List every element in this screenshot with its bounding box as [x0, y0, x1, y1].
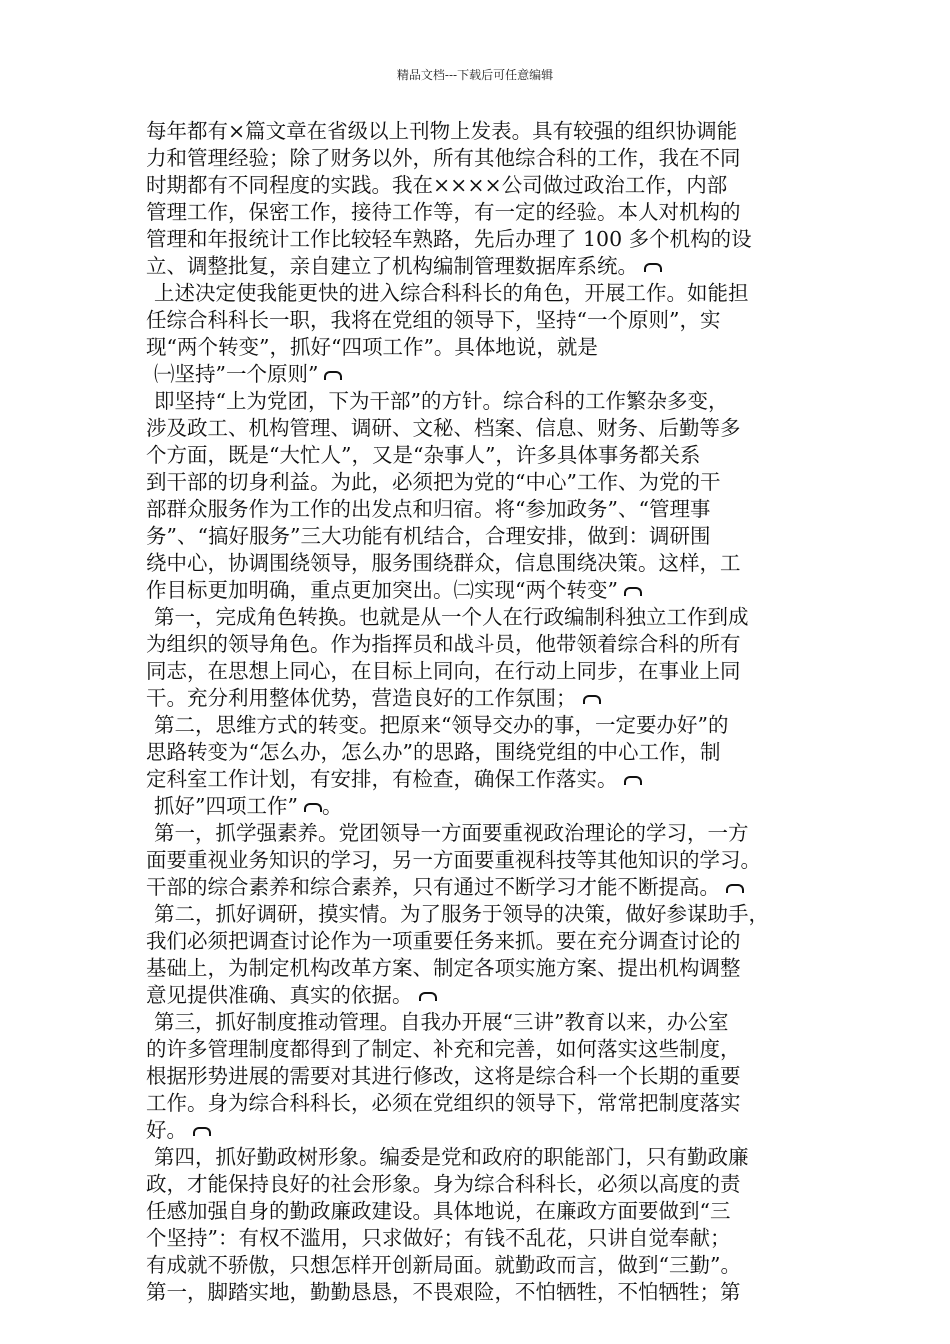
text-line [146, 334, 814, 361]
paragraph-mark-icon [624, 587, 642, 596]
paragraph-mark-icon [644, 263, 662, 272]
text-line-content: 第一，脚踏实地，勤勤恳恳，不畏艰险，不怕牺牲，不怕牺牲；第 [146, 1280, 741, 1304]
text-line-content: 面要重视业务知识的学习，另一方面要重视科技等其他知识的学习。 [146, 848, 761, 872]
page-header: 精品文档---下载后可任意编辑 [396, 68, 554, 82]
text-line [146, 550, 814, 577]
text-line [146, 820, 814, 847]
text-line [146, 1225, 814, 1252]
text-line-content: 时期都有不同程度的实践。我在××××公司做过政治工作，内部 [146, 173, 728, 197]
text-line [146, 172, 814, 199]
text-line-content: 干。充分利用整体优势，营造良好的工作氛围； [146, 686, 577, 710]
text-line [146, 226, 814, 253]
text-line [146, 1198, 814, 1225]
text-line-content: 即坚持“上为党团，下为干部”的方针。综合科的工作繁杂多变， [154, 389, 729, 413]
text-line-content: 工作。身为综合科科长，必须在党组织的领导下，常常把制度落实 [146, 1091, 741, 1115]
text-line-content: 第二，思维方式的转变。把原来“领导交办的事，一定要办好”的 [154, 713, 729, 737]
text-line [146, 1252, 814, 1279]
text-line [146, 604, 814, 631]
text-line-content: 现“两个转变”，抓好“四项工作”。具体地说，就是 [146, 335, 598, 359]
text-line-content: 有成就不骄傲，只想怎样开创新局面。就勤政而言，做到“三勤”。 [146, 1253, 741, 1277]
text-line [146, 577, 814, 604]
text-line [146, 631, 814, 658]
text-line [146, 469, 814, 496]
text-line-content: 第一，完成角色转换。也就是从一个人在行政编制科独立工作到成 [154, 605, 749, 629]
text-line [146, 793, 814, 820]
text-line [146, 496, 814, 523]
text-line [146, 1144, 814, 1171]
text-line [146, 118, 814, 145]
text-line [146, 847, 814, 874]
text-line [146, 280, 814, 307]
paragraph-mark-icon [726, 884, 744, 893]
paragraph-mark-icon [324, 371, 342, 380]
text-line [146, 1090, 814, 1117]
text-line-content: 意见提供准确、真实的依据。 [146, 983, 413, 1007]
text-line [146, 1279, 814, 1306]
text-line-content: 立、调整批复，亲自建立了机构编制管理数据库系统。 [146, 254, 638, 278]
text-line [146, 442, 814, 469]
text-line [146, 523, 814, 550]
text-line-content: ㈠坚持”一个原则” [154, 362, 319, 386]
text-line [146, 1009, 814, 1036]
text-line [146, 658, 814, 685]
text-line-content: 我们必须把调查讨论作为一项重要任务来抓。要在充分调查讨论的 [146, 929, 741, 953]
text-line-content: 部群众服务作为工作的出发点和归宿。将“参加政务”、“管理事 [146, 497, 711, 521]
text-line [146, 1063, 814, 1090]
text-line-content: 基础上，为制定机构改革方案、制定各项实施方案、提出机构调整 [146, 956, 741, 980]
text-line-content: 第一，抓学强素养。党团领导一方面要重视政治理论的学习，一方 [154, 821, 749, 845]
paragraph-mark-icon [624, 776, 642, 785]
text-line-content: 上述决定使我能更快的进入综合科科长的角色，开展工作。如能担 [154, 281, 749, 305]
document-body [146, 118, 814, 1306]
text-line-content: 每年都有×篇文章在省级以上刊物上发表。具有较强的组织协调能 [146, 119, 738, 143]
text-line-content: 干部的综合素养和综合素养，只有通过不断学习才能不断提高。 [146, 875, 720, 899]
text-line-content: 管理工作，保密工作，接待工作等，有一定的经验。本人对机构的 [146, 200, 741, 224]
text-line [146, 901, 814, 928]
text-line-content: 绕中心，协调围绕领导，服务围绕群众，信息围绕决策。这样，工 [146, 551, 741, 575]
text-line [146, 253, 814, 280]
text-line-content: 务”、“搞好服务”三大功能有机结合，合理安排，做到：调研围 [146, 524, 711, 548]
text-line-content: 根据形势进展的需要对其进行修改，这将是综合科一个长期的重要 [146, 1064, 741, 1088]
text-line [146, 388, 814, 415]
text-line-content: 为组织的领导角色。作为指挥员和战斗员，他带领着综合科的所有 [146, 632, 741, 656]
text-line-content: 同志，在思想上同心，在目标上同向，在行动上同步，在事业上同 [146, 659, 741, 683]
text-line-content: 政，才能保持良好的社会形象。身为综合科科长，必须以高度的责 [146, 1172, 741, 1196]
text-line-content: 第二，抓好调研，摸实情。为了服务于领导的决策，做好参谋助手， [154, 902, 769, 926]
text-line-content: 第四，抓好勤政树形象。编委是党和政府的职能部门，只有勤政廉 [154, 1145, 749, 1169]
text-line-suffix: 。 [321, 794, 343, 818]
text-line-content: 到干部的切身利益。为此，必须把为党的“中心”工作、为党的干 [146, 470, 721, 494]
text-line [146, 982, 814, 1009]
text-line [146, 739, 814, 766]
text-line-content: 抓好”四项工作” [154, 794, 298, 818]
text-line [146, 1117, 814, 1144]
text-line [146, 1171, 814, 1198]
text-line [146, 712, 814, 739]
text-line-content: 涉及政工、机构管理、调研、文秘、档案、信息、财务、后勤等多 [146, 416, 741, 440]
text-line-content: 好。 [146, 1118, 187, 1142]
text-line [146, 199, 814, 226]
paragraph-mark-icon [583, 695, 601, 704]
text-line [146, 415, 814, 442]
text-line-content: 任感加强自身的勤政廉政建设。具体地说，在廉政方面要做到“三 [146, 1199, 731, 1223]
paragraph-mark-icon [419, 992, 437, 1001]
text-line-content: 任综合科科长一职，我将在党组的领导下，坚持“一个原则”，实 [146, 308, 721, 332]
text-line-content: 思路转变为“怎么办，怎么办”的思路，围绕党组的中心工作，制 [146, 740, 721, 764]
text-line [146, 955, 814, 982]
text-line [146, 766, 814, 793]
paragraph-mark-icon [193, 1127, 211, 1136]
text-line-content: 管理和年报统计工作比较轻车熟路，先后办理了 100 多个机构的设 [146, 227, 752, 251]
text-line [146, 874, 814, 901]
text-line [146, 928, 814, 955]
text-line-content: 个坚持”：有权不滥用，只求做好；有钱不乱花，只讲自觉奉献； [146, 1226, 731, 1250]
text-line-content: 个方面，既是“大忙人”，又是“杂事人”，许多具体事务都关系 [146, 443, 701, 467]
text-line [146, 1036, 814, 1063]
text-line [146, 145, 814, 172]
text-line-content: 第三，抓好制度推动管理。自我办开展“三讲”教育以来，办公室 [154, 1010, 729, 1034]
text-line-content: 的许多管理制度都得到了制定、补充和完善，如何落实这些制度， [146, 1037, 741, 1061]
paragraph-mark-icon [304, 803, 322, 812]
text-line [146, 361, 814, 388]
text-line-content: 定科室工作计划，有安排，有检查，确保工作落实。 [146, 767, 618, 791]
text-line-content: 作目标更加明确，重点更加突出。㈡实现“两个转变” [146, 578, 618, 602]
text-line [146, 307, 814, 334]
text-line-content: 力和管理经验；除了财务以外，所有其他综合科的工作，我在不同 [146, 146, 741, 170]
text-line [146, 685, 814, 712]
